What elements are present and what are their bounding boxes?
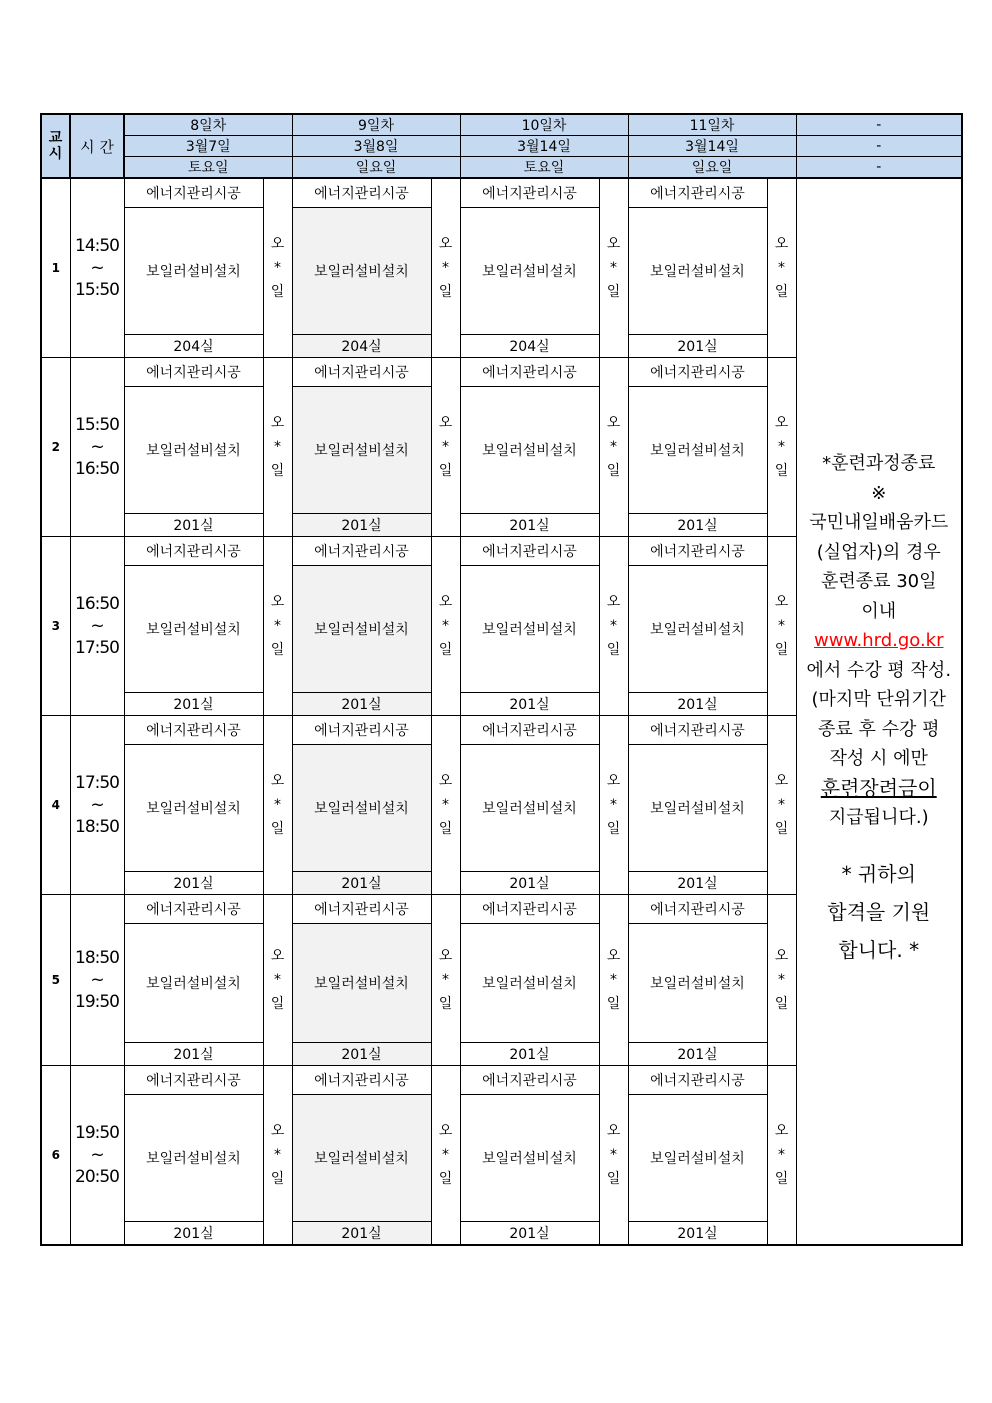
- ojt-cell: [767, 178, 796, 358]
- ojt-char: 오: [606, 773, 621, 789]
- room-cell: 201실: [460, 693, 599, 716]
- ojt-cell: [431, 358, 460, 537]
- ojt-char: *: [778, 618, 785, 634]
- ojt-cell: [431, 895, 460, 1066]
- ojt-char: 오: [606, 948, 621, 964]
- ojt-char: 일: [270, 284, 285, 300]
- ojt-char: 오: [774, 948, 789, 964]
- ojt-char: *: [610, 260, 617, 276]
- course-cell: 보일러설비설치: [124, 1095, 263, 1222]
- ojt-cell: [767, 537, 796, 716]
- ojt-char: 일: [438, 284, 453, 300]
- subject-cell: 에너지관리시공: [628, 178, 767, 208]
- ojt-char: *: [442, 260, 449, 276]
- ojt-char: 오: [438, 594, 453, 610]
- course-cell: 보일러설비설치: [124, 566, 263, 693]
- ojt-cell: [263, 895, 292, 1066]
- subject-cell: 에너지관리시공: [628, 537, 767, 566]
- schedule-table: [40, 113, 963, 1246]
- ojt-char: *: [610, 439, 617, 455]
- course-cell: 보일러설비설치: [124, 745, 263, 872]
- ojt-char: *: [778, 797, 785, 813]
- ojt-char: 오: [270, 773, 285, 789]
- notice-line: 국민내일배움카드: [809, 512, 949, 533]
- room-cell: 201실: [460, 1222, 599, 1246]
- room-cell: 201실: [124, 872, 263, 895]
- ojt-char: 일: [606, 1171, 621, 1187]
- day-number: 9일차: [292, 114, 460, 136]
- subject-cell: 에너지관리시공: [628, 1066, 767, 1095]
- period-number: 2: [41, 358, 70, 537]
- room-cell: 204실: [124, 335, 263, 358]
- ojt-cell: [767, 1066, 796, 1246]
- subject-cell: 에너지관리시공: [628, 895, 767, 924]
- day-number: 11일차: [628, 114, 796, 136]
- period-number: 6: [41, 1066, 70, 1246]
- ojt-char: 일: [774, 463, 789, 479]
- day-weekday: 일요일: [628, 157, 796, 179]
- ojt-char: *: [442, 972, 449, 988]
- subject-cell: 에너지관리시공: [628, 358, 767, 387]
- period-time: [70, 1066, 124, 1246]
- ojt-char: 오: [774, 1123, 789, 1139]
- room-cell: 201실: [292, 514, 431, 537]
- course-cell: 보일러설비설치: [124, 208, 263, 335]
- ojt-char: 일: [774, 642, 789, 658]
- subject-cell: 에너지관리시공: [460, 358, 599, 387]
- room-cell: 201실: [292, 1222, 431, 1246]
- ojt-char: 오: [438, 1123, 453, 1139]
- ojt-char: *: [610, 797, 617, 813]
- ojt-char: 일: [774, 1171, 789, 1187]
- room-cell: 201실: [628, 693, 767, 716]
- period-number: 1: [41, 178, 70, 358]
- subject-cell: 에너지관리시공: [460, 178, 599, 208]
- room-cell: 201실: [460, 872, 599, 895]
- notice-cell: [796, 178, 962, 1245]
- period-row: [41, 178, 962, 208]
- ojt-char: 오: [270, 415, 285, 431]
- course-cell: 보일러설비설치: [292, 208, 431, 335]
- room-cell: 201실: [124, 514, 263, 537]
- day-weekday: 토요일: [124, 157, 292, 179]
- period-time: [70, 178, 124, 358]
- ojt-cell: [431, 1066, 460, 1246]
- ojt-cell: [431, 716, 460, 895]
- course-cell: 보일러설비설치: [460, 924, 599, 1043]
- room-cell: 201실: [628, 1043, 767, 1066]
- notice-line: 합격을 기원: [827, 899, 931, 924]
- end-time: 19:50: [75, 992, 119, 1012]
- ojt-cell: [263, 716, 292, 895]
- ojt-char: *: [778, 260, 785, 276]
- course-cell: 보일러설비설치: [292, 924, 431, 1043]
- ojt-char: *: [442, 1147, 449, 1163]
- ojt-char: 일: [606, 284, 621, 300]
- notice-line: 작성 시 에만: [829, 748, 928, 769]
- time-separator: ~: [90, 437, 104, 457]
- notice-line: (마지막 단위기간: [811, 689, 946, 710]
- ojt-char: 오: [606, 415, 621, 431]
- ojt-char: 일: [606, 463, 621, 479]
- period-number: 5: [41, 895, 70, 1066]
- ojt-cell: [767, 716, 796, 895]
- room-cell: 201실: [628, 335, 767, 358]
- subject-cell: 에너지관리시공: [292, 358, 431, 387]
- period-time: [70, 537, 124, 716]
- course-cell: 보일러설비설치: [460, 208, 599, 335]
- ojt-char: 일: [606, 996, 621, 1012]
- ojt-cell: [263, 537, 292, 716]
- end-time: 16:50: [75, 459, 119, 479]
- end-time: 20:50: [75, 1167, 119, 1187]
- ojt-char: 일: [270, 463, 285, 479]
- ojt-char: *: [778, 439, 785, 455]
- period-time: [70, 895, 124, 1066]
- day-date: 3월14일: [460, 136, 628, 157]
- ojt-char: 일: [270, 821, 285, 837]
- ojt-char: *: [610, 1147, 617, 1163]
- course-cell: 보일러설비설치: [628, 208, 767, 335]
- time-separator: ~: [90, 970, 104, 990]
- time-separator: ~: [90, 1145, 104, 1165]
- ojt-char: 일: [438, 1171, 453, 1187]
- ojt-char: 일: [606, 642, 621, 658]
- timetable: [40, 113, 961, 1246]
- ojt-char: *: [274, 1147, 281, 1163]
- ojt-char: 오: [438, 415, 453, 431]
- table-header: [41, 114, 962, 178]
- ojt-char: *: [274, 797, 281, 813]
- period-number: 4: [41, 716, 70, 895]
- time-header: 시 간: [70, 114, 124, 178]
- day-date: 3월8일: [292, 136, 460, 157]
- course-cell: 보일러설비설치: [628, 745, 767, 872]
- course-cell: 보일러설비설치: [460, 745, 599, 872]
- ojt-char: 일: [438, 821, 453, 837]
- ojt-char: *: [610, 618, 617, 634]
- ojt-cell: [767, 358, 796, 537]
- ojt-char: 오: [438, 773, 453, 789]
- subject-cell: 에너지관리시공: [124, 1066, 263, 1095]
- ojt-char: *: [274, 439, 281, 455]
- ojt-char: 일: [270, 1171, 285, 1187]
- room-cell: 201실: [124, 1222, 263, 1246]
- day-number: 10일차: [460, 114, 628, 136]
- course-cell: 보일러설비설치: [292, 387, 431, 514]
- ojt-char: 오: [270, 1123, 285, 1139]
- ojt-char: *: [274, 260, 281, 276]
- ojt-cell: [263, 178, 292, 358]
- subject-cell: 에너지관리시공: [460, 716, 599, 745]
- ojt-char: *: [778, 1147, 785, 1163]
- period-header: 교시: [41, 114, 70, 178]
- room-cell: 201실: [628, 514, 767, 537]
- ojt-char: 일: [774, 996, 789, 1012]
- ojt-char: *: [778, 972, 785, 988]
- start-time: 15:50: [75, 415, 119, 435]
- start-time: 14:50: [75, 236, 119, 256]
- ojt-char: 오: [774, 594, 789, 610]
- ojt-char: 오: [270, 594, 285, 610]
- notice-line: (실업자)의 경우: [816, 541, 941, 563]
- notice-line: 지급됩니다.): [828, 807, 929, 828]
- ojt-cell: [599, 895, 628, 1066]
- ojt-cell: [263, 358, 292, 537]
- subject-cell: 에너지관리시공: [292, 178, 431, 208]
- course-cell: 보일러설비설치: [460, 1095, 599, 1222]
- end-time: 15:50: [75, 280, 119, 300]
- notice-line: 합니다. *: [838, 937, 920, 962]
- ojt-cell: [599, 537, 628, 716]
- period-time: [70, 716, 124, 895]
- day-weekday: 일요일: [292, 157, 460, 179]
- ojt-cell: [263, 1066, 292, 1246]
- subject-cell: 에너지관리시공: [124, 716, 263, 745]
- room-cell: 201실: [292, 1043, 431, 1066]
- notice-line: 훈련장려금이: [820, 775, 937, 800]
- course-cell: 보일러설비설치: [292, 566, 431, 693]
- ojt-char: 오: [774, 236, 789, 252]
- subject-cell: 에너지관리시공: [292, 895, 431, 924]
- notice-line: * 귀하의: [841, 861, 916, 886]
- time-separator: ~: [90, 258, 104, 278]
- subject-cell: 에너지관리시공: [628, 716, 767, 745]
- subject-cell: 에너지관리시공: [292, 716, 431, 745]
- day-weekday: 토요일: [460, 157, 628, 179]
- subject-cell: 에너지관리시공: [460, 895, 599, 924]
- room-cell: 204실: [460, 335, 599, 358]
- course-cell: 보일러설비설치: [460, 387, 599, 514]
- ojt-cell: [599, 358, 628, 537]
- start-time: 17:50: [75, 773, 119, 793]
- ojt-char: *: [610, 972, 617, 988]
- ojt-char: 오: [774, 415, 789, 431]
- time-separator: ~: [90, 795, 104, 815]
- ojt-char: 일: [774, 821, 789, 837]
- course-cell: 보일러설비설치: [628, 1095, 767, 1222]
- room-cell: 201실: [460, 514, 599, 537]
- subject-cell: 에너지관리시공: [460, 537, 599, 566]
- notice-line: 종료 후 수강 평: [818, 718, 940, 740]
- room-cell: 201실: [124, 693, 263, 716]
- ojt-char: 오: [270, 236, 285, 252]
- ojt-char: *: [274, 618, 281, 634]
- ojt-char: 오: [606, 1123, 621, 1139]
- ojt-cell: [431, 178, 460, 358]
- end-time: 17:50: [75, 638, 119, 658]
- room-cell: 201실: [292, 693, 431, 716]
- start-time: 19:50: [75, 1123, 119, 1143]
- course-cell: 보일러설비설치: [292, 1095, 431, 1222]
- room-cell: 204실: [292, 335, 431, 358]
- subject-cell: 에너지관리시공: [124, 358, 263, 387]
- ojt-char: 오: [270, 948, 285, 964]
- ojt-char: 일: [270, 996, 285, 1012]
- period-number: 3: [41, 537, 70, 716]
- subject-cell: 에너지관리시공: [124, 895, 263, 924]
- subject-cell: 에너지관리시공: [460, 1066, 599, 1095]
- course-cell: 보일러설비설치: [292, 745, 431, 872]
- ojt-char: 오: [606, 594, 621, 610]
- notice-line: *훈련과정종료: [822, 453, 936, 474]
- start-time: 18:50: [75, 948, 119, 968]
- course-cell: 보일러설비설치: [628, 566, 767, 693]
- course-cell: 보일러설비설치: [628, 387, 767, 514]
- ojt-char: 오: [774, 773, 789, 789]
- subject-cell: 에너지관리시공: [292, 537, 431, 566]
- ojt-cell: [431, 537, 460, 716]
- notice-line: 이내: [861, 600, 897, 622]
- ojt-cell: [599, 716, 628, 895]
- course-cell: 보일러설비설치: [460, 566, 599, 693]
- day-date: 3월7일: [124, 136, 292, 157]
- ojt-cell: [599, 1066, 628, 1246]
- subject-cell: 에너지관리시공: [292, 1066, 431, 1095]
- day-number: -: [796, 114, 962, 136]
- ojt-cell: [599, 178, 628, 358]
- ojt-char: *: [274, 972, 281, 988]
- notice-line: ※: [871, 482, 887, 504]
- subject-cell: 에너지관리시공: [124, 178, 263, 208]
- end-time: 18:50: [75, 817, 119, 837]
- notice-line: 에서 수강 평 작성.: [806, 659, 952, 681]
- start-time: 16:50: [75, 594, 119, 614]
- ojt-cell: [767, 895, 796, 1066]
- time-separator: ~: [90, 616, 104, 636]
- day-number: 8일차: [124, 114, 292, 136]
- ojt-char: 일: [270, 642, 285, 658]
- day-weekday: -: [796, 157, 962, 179]
- table-body: [41, 178, 962, 1245]
- course-cell: 보일러설비설치: [124, 387, 263, 514]
- ojt-char: 오: [438, 948, 453, 964]
- ojt-char: 오: [438, 236, 453, 252]
- ojt-char: 오: [606, 236, 621, 252]
- course-cell: 보일러설비설치: [124, 924, 263, 1043]
- room-cell: 201실: [460, 1043, 599, 1066]
- room-cell: 201실: [124, 1043, 263, 1066]
- ojt-char: *: [442, 618, 449, 634]
- period-time: [70, 358, 124, 537]
- room-cell: 201실: [628, 1222, 767, 1246]
- room-cell: 201실: [628, 872, 767, 895]
- ojt-char: 일: [438, 463, 453, 479]
- day-date: -: [796, 136, 962, 157]
- notice-line: 훈련종료 30일: [820, 571, 937, 592]
- hrd-link[interactable]: www.hrd.go.kr: [813, 630, 944, 651]
- ojt-char: 일: [774, 284, 789, 300]
- subject-cell: 에너지관리시공: [124, 537, 263, 566]
- ojt-char: *: [442, 439, 449, 455]
- ojt-char: 일: [606, 821, 621, 837]
- ojt-char: 일: [438, 642, 453, 658]
- ojt-char: 일: [438, 996, 453, 1012]
- ojt-char: *: [442, 797, 449, 813]
- room-cell: 201실: [292, 872, 431, 895]
- day-date: 3월14일: [628, 136, 796, 157]
- course-cell: 보일러설비설치: [628, 924, 767, 1043]
